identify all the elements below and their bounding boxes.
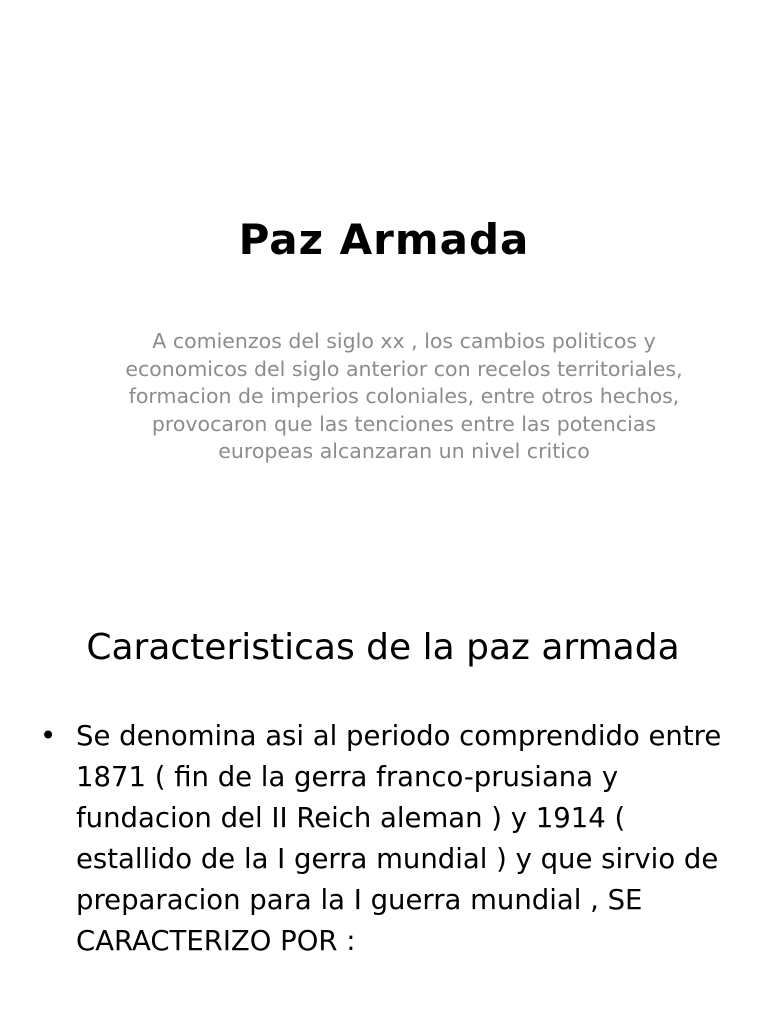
slide-subtitle: A comienzos del siglo xx , los cambios politicos y economicos del siglo anterior con recelos territoriales, formacion de imperios coloniales, entre otros hechos, provocaron que las tenciones entre las potencias europeas alcanzaran un nivel critico (125, 329, 683, 463)
slide-title: Paz Armada (238, 215, 530, 264)
section-heading: Caracteristicas de la paz armada (86, 627, 680, 668)
bullet-marker: • (40, 720, 57, 752)
bullet-text: Se denomina asi al periodo comprendido entre 1871 ( fin de la gerra franco-prusiana y fundacion del II Reich aleman ) y 1914 ( estallido de la I gerra mundial ) y que sirvio de preparacion para la I guerra mundial , SE CARACTERIZO POR : (76, 720, 722, 957)
bullet-item (40, 716, 740, 962)
bullet-list (40, 716, 740, 962)
